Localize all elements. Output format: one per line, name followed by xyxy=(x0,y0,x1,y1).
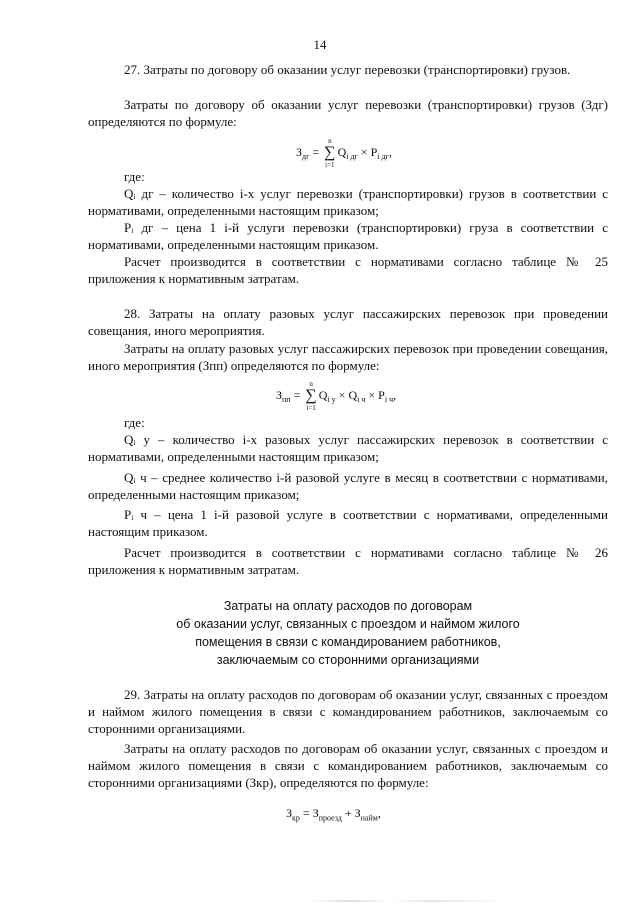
formula-28-q2-sub: i ч xyxy=(357,395,366,405)
formula-28-q1: Q xyxy=(318,387,328,402)
section-heading-line: об оказании услуг, связанных с проездом и наймом жилого xyxy=(176,617,520,631)
formula-27-lhs-sub: дг xyxy=(302,152,310,162)
section-27-def-p: Pᵢ дг – цена 1 i-й услуги перевозки (транспортировки) груза в соответствии с нормативами, определенными настоящим приказом. xyxy=(88,220,608,252)
formula-27-p-sub: i дг xyxy=(377,152,389,162)
formula-27-lhs: З xyxy=(296,144,303,159)
sum-upper: n xyxy=(309,380,313,388)
sum-symbol: n ∑ i=1 xyxy=(324,137,336,169)
section-28-where: где: xyxy=(124,415,145,430)
formula-28-lhs: З xyxy=(276,387,283,402)
sum-symbol: n ∑ i=1 xyxy=(305,380,317,412)
formula-27-times: × xyxy=(360,144,368,159)
formula-27-q-sub: i дг xyxy=(346,152,358,162)
section-28-def-qu: Qᵢ у – количество i-х разовых услуг пассажирских перевозок в соответствии с нормативами, определенными настоящим приказом; xyxy=(88,432,608,464)
formula-27-q: Q xyxy=(337,144,347,159)
formula-28-eq: = xyxy=(293,387,301,402)
formula-28-lhs-sub: пп xyxy=(282,395,291,405)
section-27-calc: Расчет производится в соответствии с нормативами согласно таблице № 25 приложения к нормативным затратам. xyxy=(88,254,608,286)
scan-artifact xyxy=(310,900,510,902)
section-28-def-pch: Pᵢ ч – цена 1 i-й разовой услуге в соответствии с нормативами, определенными настоящим приказом. xyxy=(88,507,608,539)
formula-29-t2: З xyxy=(354,806,361,820)
formula-28-q2: Q xyxy=(348,387,358,402)
formula-29-t1-sub: проезд xyxy=(318,813,342,823)
sum-lower: i=1 xyxy=(325,161,335,169)
section-27-intro: Затраты по договору об оказании услуг перевозки (транспортировки) грузов (Здг) определяются по формуле: xyxy=(88,97,608,129)
section-28-heading: 28. Затраты на оплату разовых услуг пассажирских перевозок при проведении совещания, иного мероприятия. xyxy=(88,306,608,338)
formula-29-end: , xyxy=(377,806,381,820)
formula-27-end: , xyxy=(388,144,392,159)
formula-27-eq: = xyxy=(312,144,320,159)
section-29-intro: Затраты на оплату расходов по договорам об оказании услуг, связанных с проездом и наймом жилого помещения в связи с командированием работников, заключаемым со сторонними организациями (Зкр), определяются по формуле: xyxy=(88,741,608,790)
formula-29-plus: + xyxy=(344,806,352,820)
formula-27-p: P xyxy=(370,144,378,159)
section-heading-line: помещения в связи с командированием работников, xyxy=(195,635,501,649)
formula-29-t1: З xyxy=(312,806,319,820)
formula-28-end: , xyxy=(393,387,397,402)
section-28-calc: Расчет производится в соответствии с нормативами согласно таблице № 26 приложения к нормативным затратам. xyxy=(88,545,608,577)
formula-29-lhs-sub: кр xyxy=(292,813,300,823)
formula-28-p-sub: i ч xyxy=(384,395,394,405)
section-27-where: где: xyxy=(124,169,145,184)
formula-28-p: P xyxy=(378,387,385,402)
section-27-def-q: Qᵢ дг – количество i-х услуг перевозки (транспортировки) грузов в соответствии с нормативами, определенными настоящим приказом; xyxy=(88,186,608,218)
sum-upper: n xyxy=(328,137,332,145)
formula-27 xyxy=(296,137,392,169)
sum-lower: i=1 xyxy=(306,404,316,412)
formula-28-q1-sub: i у xyxy=(327,395,336,405)
section-28-intro: Затраты на оплату разовых услуг пассажирских перевозок при проведении совещания, иного мероприятия (Зпп) определяются по формуле: xyxy=(88,341,608,373)
formula-29-lhs: З xyxy=(286,806,293,820)
section-heading-line: Затраты на оплату расходов по договорам xyxy=(223,599,473,613)
section-28-def-qch: Qᵢ ч – среднее количество i-й разовой услуге в месяц в соответствии с нормативами, определенными настоящим приказом; xyxy=(88,470,608,502)
formula-29-eq: = xyxy=(302,806,310,820)
formula-28 xyxy=(276,380,396,412)
section-27-heading: 27. Затраты по договору об оказании услуг перевозки (транспортировки) грузов. xyxy=(124,62,571,77)
section-29-heading: 29. Затраты на оплату расходов по договорам об оказании услуг, связанных с проездом и наймом жилого помещения в связи с командированием работников, заключаемым со сторонними организациями. xyxy=(88,687,608,736)
formula-29-t2-sub: найм xyxy=(360,813,378,823)
page-number: 14 xyxy=(313,37,327,52)
section-heading xyxy=(88,597,608,669)
formula-28-times1: × xyxy=(338,387,346,402)
formula-29 xyxy=(286,806,381,825)
section-heading-line: заключаемым со сторонними организациями xyxy=(216,653,480,667)
formula-28-times2: × xyxy=(368,387,376,402)
